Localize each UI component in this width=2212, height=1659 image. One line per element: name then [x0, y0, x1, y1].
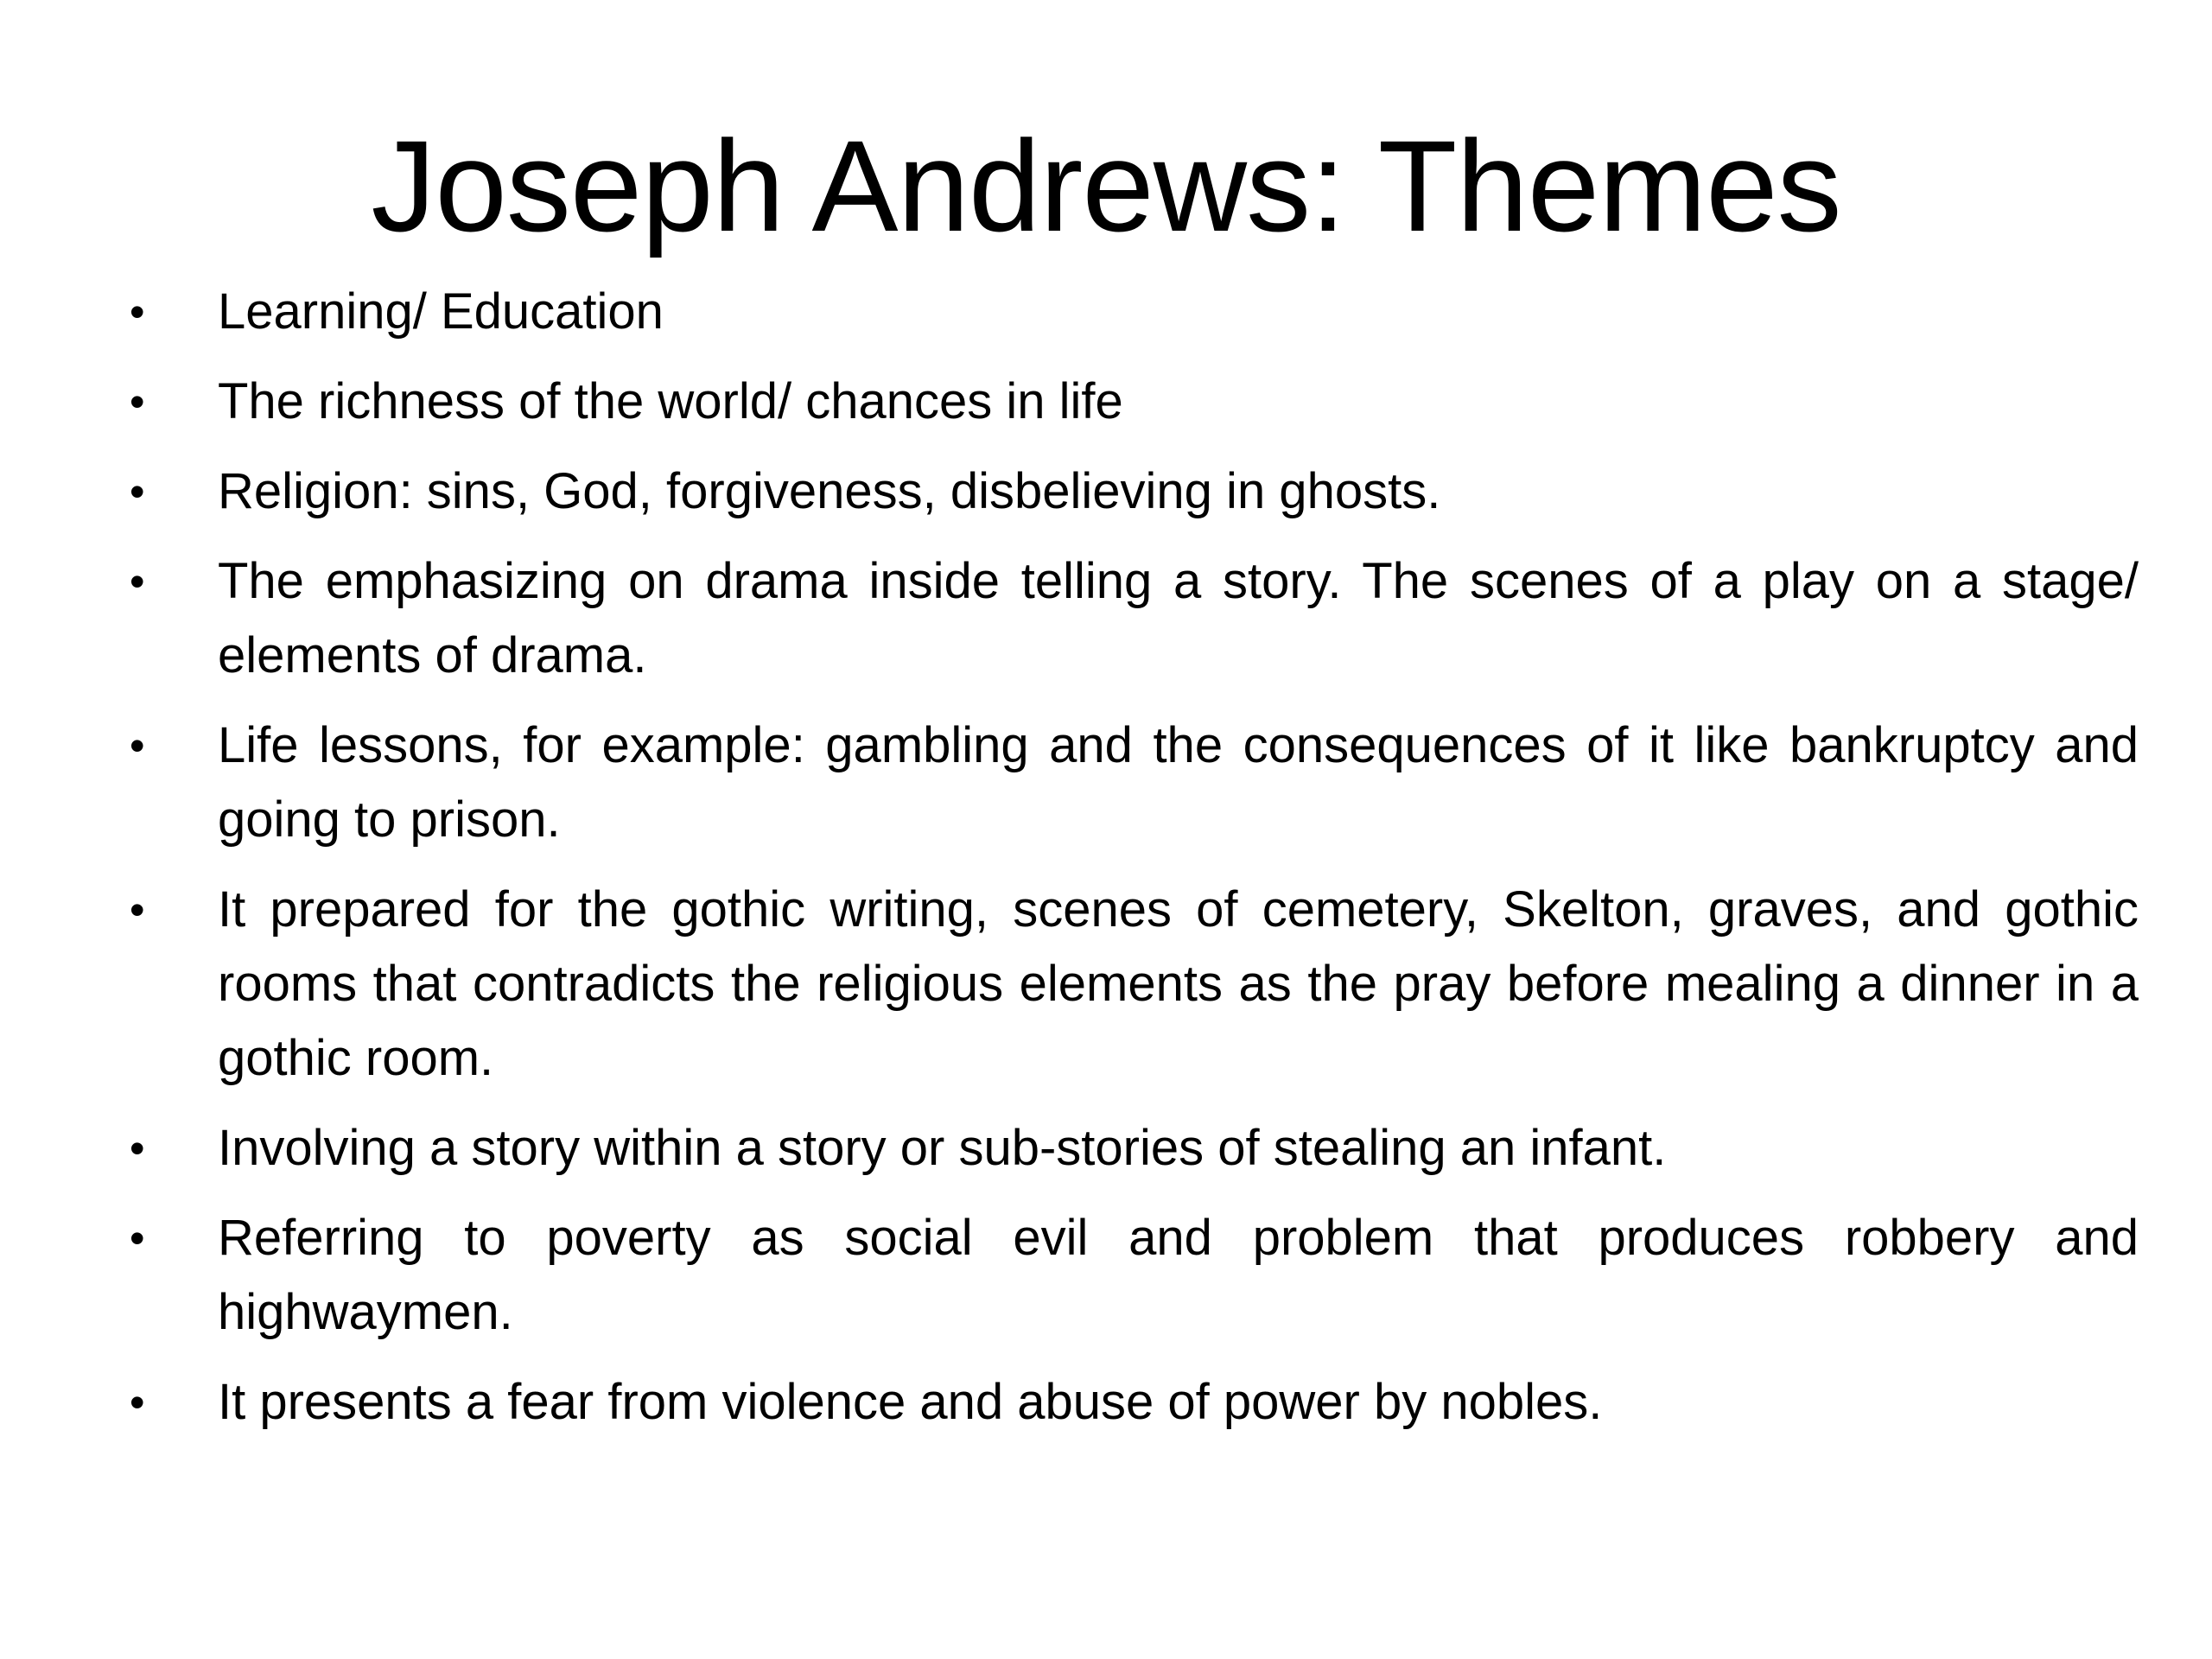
- list-item: [130, 365, 2139, 439]
- list-item: [130, 873, 2139, 1096]
- bullet-text: Religion: sins, God, forgiveness, disbelieving in ghosts.: [218, 463, 1441, 519]
- bullet-icon: •: [130, 378, 145, 426]
- bullet-icon: •: [130, 557, 145, 606]
- bullet-icon: •: [130, 721, 145, 770]
- bullet-text: It presents a fear from violence and abuse of power by nobles.: [218, 1374, 1603, 1430]
- bullet-icon: •: [130, 1214, 145, 1262]
- list-item: [130, 275, 2139, 349]
- bullet-text: Involving a story within a story or sub-stories of stealing an infant.: [218, 1120, 1667, 1176]
- list-item: [130, 1111, 2139, 1185]
- list-item: [130, 1201, 2139, 1350]
- list-item: [130, 544, 2139, 693]
- bullet-icon: •: [130, 886, 145, 934]
- slide-title: Joseph Andrews: Themes: [371, 113, 1841, 258]
- bullet-text: Life lessons, for example: gambling and the consequences of it like bankruptcy and going to prison.: [218, 717, 2139, 848]
- bullet-text: Learning/ Education: [218, 283, 664, 340]
- list-item: [130, 454, 2139, 529]
- bullet-text: The emphasizing on drama inside telling a story. The scenes of a play on a stage/ elements of drama.: [218, 553, 2139, 683]
- bullet-icon: •: [130, 467, 145, 516]
- list-item: [130, 1365, 2139, 1440]
- bullet-list: [130, 275, 2139, 1455]
- bullet-icon: •: [130, 1378, 145, 1427]
- bullet-icon: •: [130, 288, 145, 336]
- bullet-icon: •: [130, 1124, 145, 1173]
- bullet-text: The richness of the world/ chances in life: [218, 373, 1123, 429]
- list-item: [130, 709, 2139, 857]
- bullet-text: It prepared for the gothic writing, scenes of cemetery, Skelton, graves, and gothic rooms that contradicts the religious elements as the pray before mealing a dinner in a gothic room.: [218, 881, 2139, 1086]
- bullet-text: Referring to poverty as social evil and problem that produces robbery and highwaymen.: [218, 1210, 2139, 1340]
